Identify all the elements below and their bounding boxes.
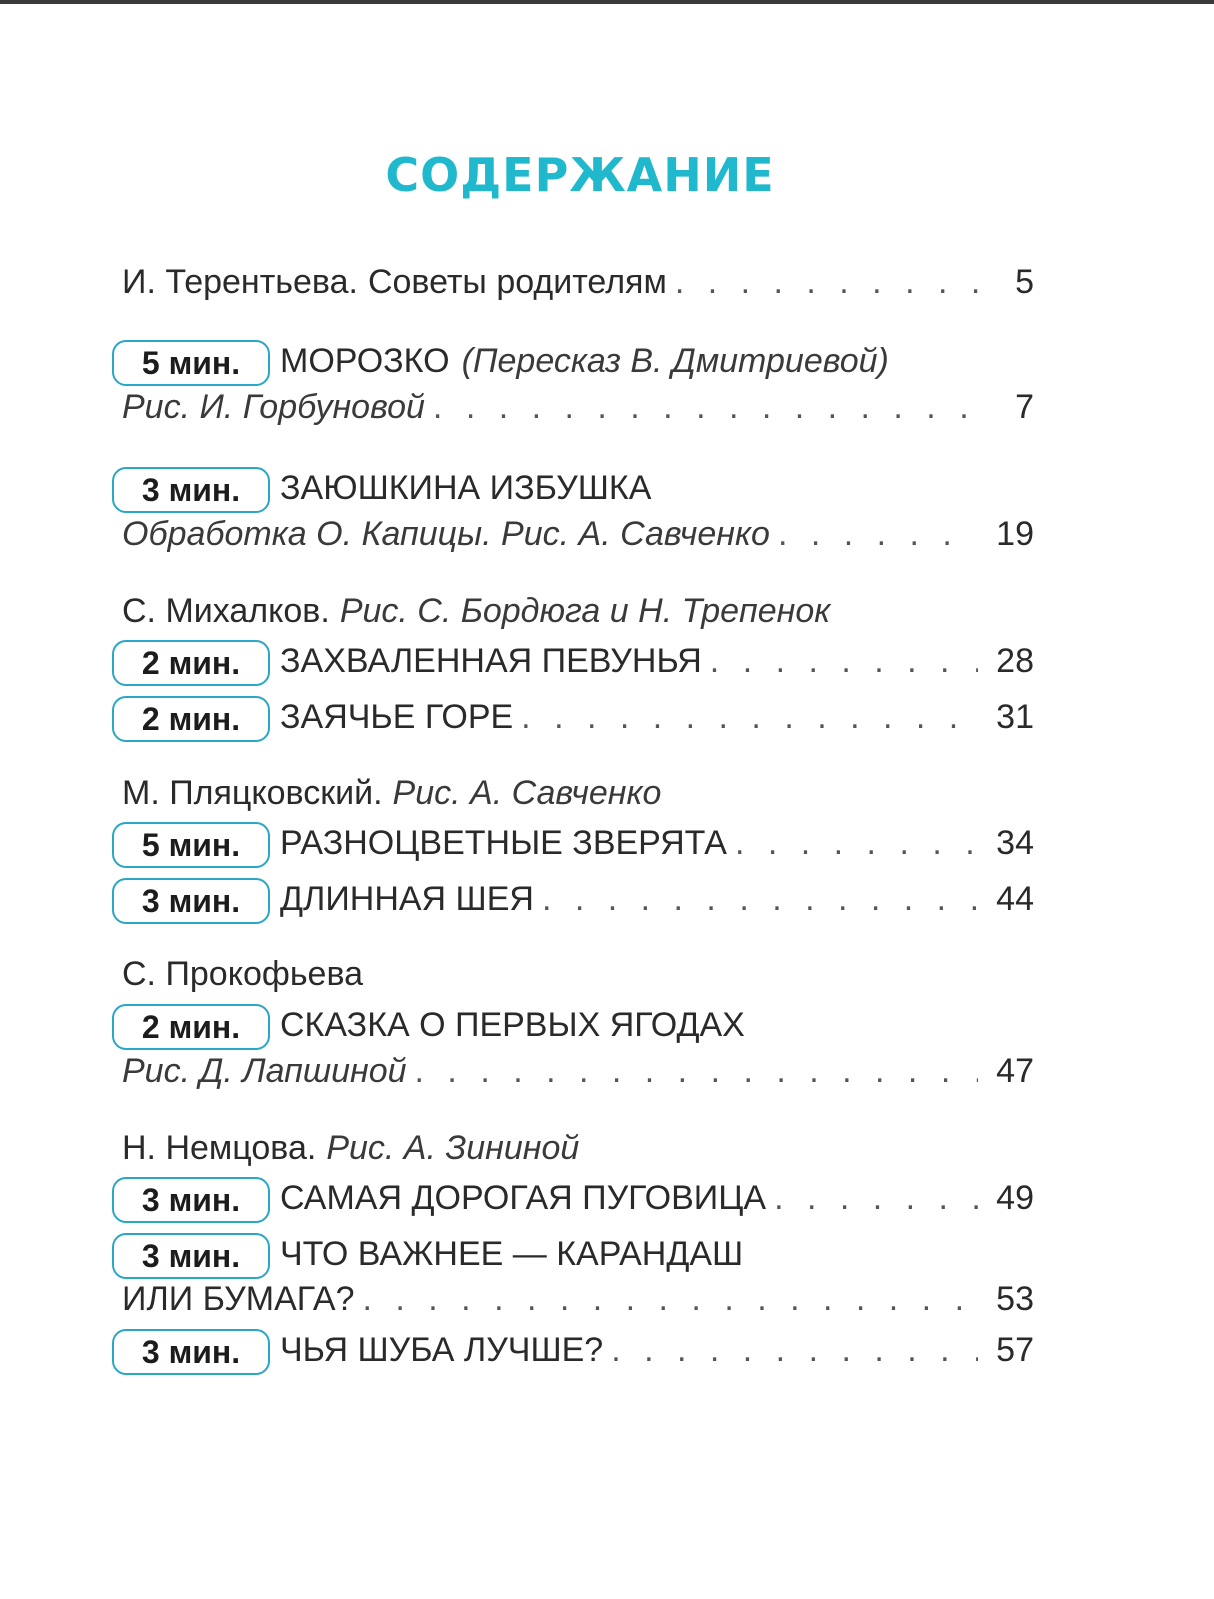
toc-entry-sovety[interactable] [122, 262, 1034, 302]
dot-leader [433, 387, 978, 427]
toc-entry-raznotsvetnye[interactable] [112, 820, 1034, 866]
entry-author: С. Михалков. [122, 592, 330, 630]
dot-leader [710, 641, 978, 681]
entry-credit: Рис. А. Зининой [326, 1129, 580, 1167]
entry-author: М. Пляцковский. [122, 774, 383, 812]
page-number: 7 [1015, 388, 1034, 426]
dot-leader [521, 697, 978, 737]
reading-time-badge: 5 мин. [112, 822, 270, 868]
reading-time-badge: 3 мин. [112, 1329, 270, 1375]
toc-entry-zakhvalennaya[interactable] [112, 638, 1034, 684]
toc-author-nemtsova [122, 1128, 1034, 1168]
entry-credit: Рис. С. Бордюга и Н. Трепенок [339, 592, 831, 630]
entry-credit: Рис. И. Горбуновой [122, 388, 425, 426]
entry-title: Советы родителям [367, 263, 667, 301]
toc-author-plyatskovsky [122, 773, 1034, 813]
page-number: 28 [996, 642, 1034, 680]
entry-title: ЗАЯЧЬЕ ГОРЕ [280, 698, 514, 736]
dot-leader [774, 1178, 978, 1218]
dot-leader [675, 262, 978, 302]
page-number: 44 [996, 880, 1034, 918]
dot-leader [735, 823, 978, 863]
entry-title: ЧЬЯ ШУБА ЛУЧШЕ? [280, 1331, 604, 1369]
page-number: 53 [996, 1280, 1034, 1318]
top-border-rule [0, 0, 1214, 4]
reading-time-badge: 3 мин. [112, 467, 270, 513]
page-number: 34 [996, 824, 1034, 862]
page-number: 19 [996, 515, 1034, 553]
entry-title-continued: ИЛИ БУМАГА? [122, 1280, 355, 1318]
reading-time-badge: 3 мин. [112, 1233, 270, 1279]
entry-credit: Рис. А. Савченко [392, 774, 662, 812]
toc-author-mikhalkov [122, 591, 1034, 631]
toc-entry-karandash[interactable] [112, 1231, 1034, 1277]
dot-leader [363, 1279, 979, 1319]
page-number: 5 [1015, 263, 1034, 301]
toc-entry-zayushkina[interactable] [112, 465, 1034, 511]
toc-author-prokofieva [122, 954, 1034, 994]
entry-note: (Пересказ В. Дмитриевой) [461, 342, 889, 380]
dot-leader [415, 1051, 978, 1091]
dot-leader [542, 879, 978, 919]
toc-entry-karandash-cont [122, 1279, 1034, 1319]
reading-time-badge: 3 мин. [112, 878, 270, 924]
toc-entry-dlinnaya-sheya[interactable] [112, 876, 1034, 922]
page-number: 57 [996, 1331, 1034, 1369]
page-title: СОДЕРЖАНИЕ [385, 148, 775, 202]
reading-time-badge: 3 мин. [112, 1177, 270, 1223]
entry-title: СКАЗКА О ПЕРВЫХ ЯГОДАХ [280, 1006, 745, 1044]
entry-title: САМАЯ ДОРОГАЯ ПУГОВИЦА [280, 1179, 767, 1217]
entry-author: Н. Немцова. [122, 1129, 317, 1167]
entry-title: МОРОЗКО [280, 342, 450, 380]
reading-time-badge: 2 мин. [112, 640, 270, 686]
toc-entry-skazka-yagody-credit [122, 1051, 1034, 1091]
entry-title: ЗАЮШКИНА ИЗБУШКА [280, 469, 652, 507]
reading-time-badge: 2 мин. [112, 1004, 270, 1050]
entry-author: С. Прокофьева [122, 955, 364, 993]
toc-entry-zayushkina-credit [122, 514, 1034, 554]
toc-entry-shuba[interactable] [112, 1327, 1034, 1373]
entry-title: ЧТО ВАЖНЕЕ — КАРАНДАШ [280, 1235, 744, 1273]
entry-credit: Обработка О. Капицы. Рис. А. Савченко [122, 515, 770, 553]
reading-time-badge: 2 мин. [112, 696, 270, 742]
entry-author: И. Терентьева. [122, 263, 358, 301]
toc-entry-pugovitsa[interactable] [112, 1175, 1034, 1221]
dot-leader [611, 1330, 978, 1370]
page-number: 49 [996, 1179, 1034, 1217]
page-number: 47 [996, 1052, 1034, 1090]
entry-title: РАЗНОЦВЕТНЫЕ ЗВЕРЯТА [280, 824, 727, 862]
toc-entry-morozko[interactable] [112, 338, 1034, 384]
page-number: 31 [996, 698, 1034, 736]
entry-title: ДЛИННАЯ ШЕЯ [280, 880, 534, 918]
toc-entry-skazka-yagody[interactable] [112, 1002, 1034, 1048]
entry-credit: Рис. Д. Лапшиной [122, 1052, 407, 1090]
entry-title: ЗАХВАЛЕННАЯ ПЕВУНЬЯ [280, 642, 702, 680]
reading-time-badge: 5 мин. [112, 340, 270, 386]
dot-leader [778, 514, 978, 554]
toc-entry-zayachye-gore[interactable] [112, 694, 1034, 740]
toc-entry-morozko-credit [122, 387, 1034, 427]
